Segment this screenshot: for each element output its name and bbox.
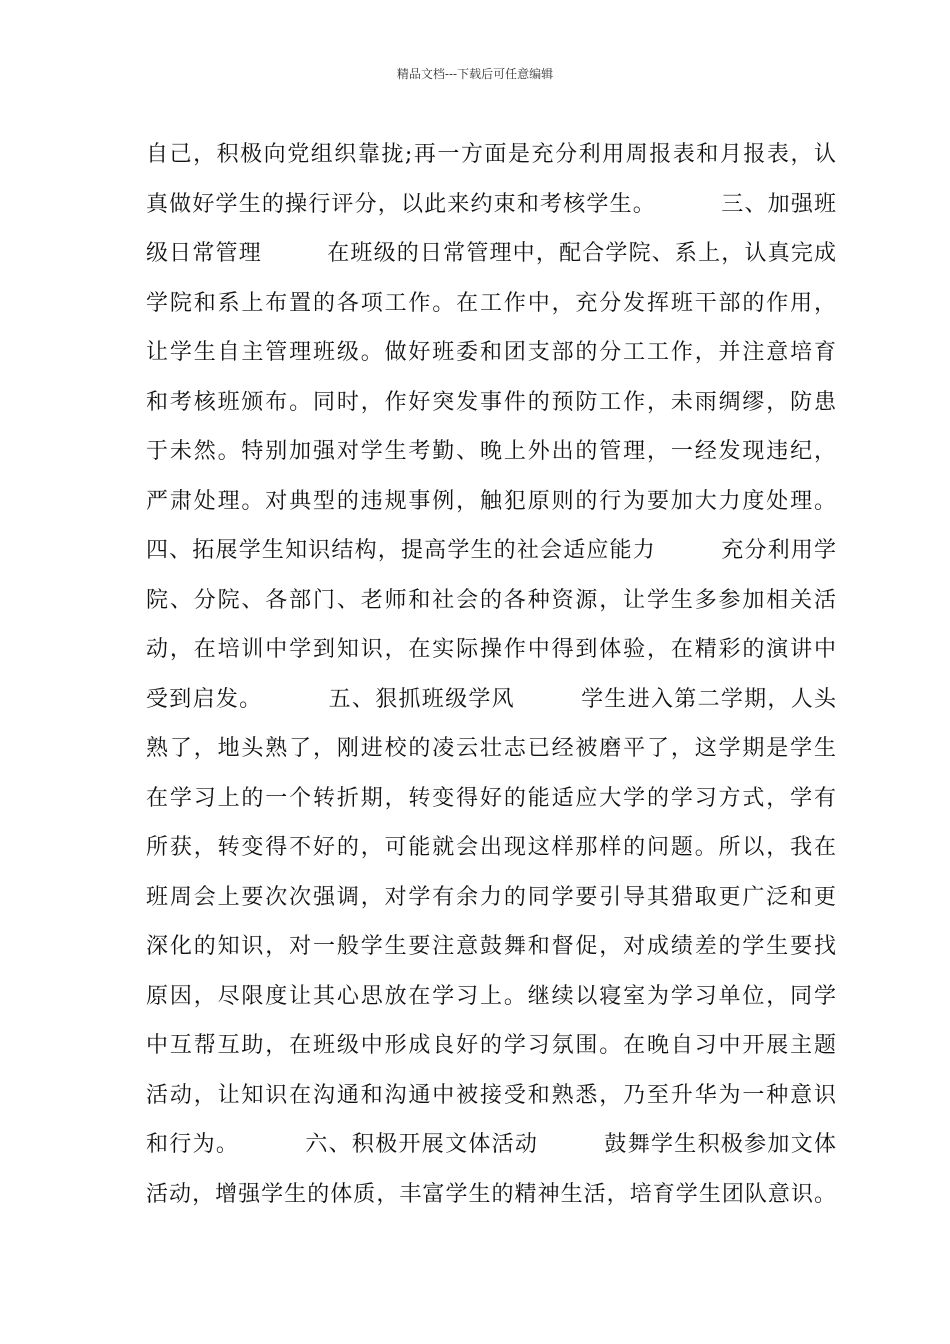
text-line-2: 真做好学生的操行评分，以此来约束和考核学生。 三、加强班: [146, 191, 836, 217]
text-line-19: 中互帮互助，在班级中形成良好的学习氛围。在晚自习中开展主题: [146, 1033, 836, 1058]
text-line-22: 活动，增强学生的体质，丰富学生的精神生活，培育学生团队意识。: [146, 1181, 836, 1207]
text-line-13: 熟了，地头熟了，刚进校的凌云壮志已经被磨平了，这学期是学生: [146, 736, 836, 761]
page-header: 精品文档---下载后可任意编辑: [396, 67, 554, 81]
text-line-14: 在学习上的一个转折期，转变得好的能适应大学的学习方式，学有: [146, 785, 836, 811]
text-line-4: 学院和系上布置的各项工作。在工作中，充分发挥班干部的作用，: [146, 290, 836, 316]
text-line-15: 所获，转变得不好的，可能就会出现这样那样的问题。所以，我在: [146, 835, 836, 860]
text-line-11: 动，在培训中学到知识，在实际操作中得到体验，在精彩的演讲中: [146, 637, 836, 662]
text-line-18: 原因，尽限度让其心思放在学习上。继续以寝室为学习单位，同学: [146, 983, 836, 1009]
text-line-3: 级日常管理 在班级的日常管理中，配合学院、系上，认真完成: [146, 241, 836, 266]
text-line-1: 自己，积极向党组织靠拢;再一方面是充分利用周报表和月报表，认: [146, 142, 836, 167]
text-line-16: 班周会上要次次强调，对学有余力的同学要引导其猎取更广泛和更: [146, 884, 836, 910]
text-line-21: 和行为。 六、积极开展文体活动 鼓舞学生积极参加文体: [146, 1132, 836, 1157]
text-line-12: 受到启发。 五、狠抓班级学风 学生进入第二学期，人头: [146, 686, 836, 712]
text-line-8: 严肃处理。对典型的违规事例，触犯原则的行为要加大力度处理。: [146, 488, 836, 514]
document-body: [146, 130, 836, 1219]
text-line-7: 于未然。特别加强对学生考勤、晚上外出的管理，一经发现违纪，: [146, 439, 836, 464]
text-line-17: 深化的知识，对一般学生要注意鼓舞和督促，对成绩差的学生要找: [146, 934, 836, 959]
text-line-9: 四、拓展学生知识结构，提高学生的社会适应能力 充分利用学: [146, 538, 836, 563]
text-line-10: 院、分院、各部门、老师和社会的各种资源，让学生多参加相关活: [146, 587, 836, 613]
text-line-5: 让学生自主管理班级。做好班委和团支部的分工工作，并注意培育: [146, 340, 836, 365]
text-line-6: 和考核班颁布。同时，作好突发事件的预防工作，未雨绸缪，防患: [146, 389, 836, 415]
text-line-20: 活动，让知识在沟通和沟通中被接受和熟悉，乃至升华为一种意识: [146, 1082, 836, 1108]
